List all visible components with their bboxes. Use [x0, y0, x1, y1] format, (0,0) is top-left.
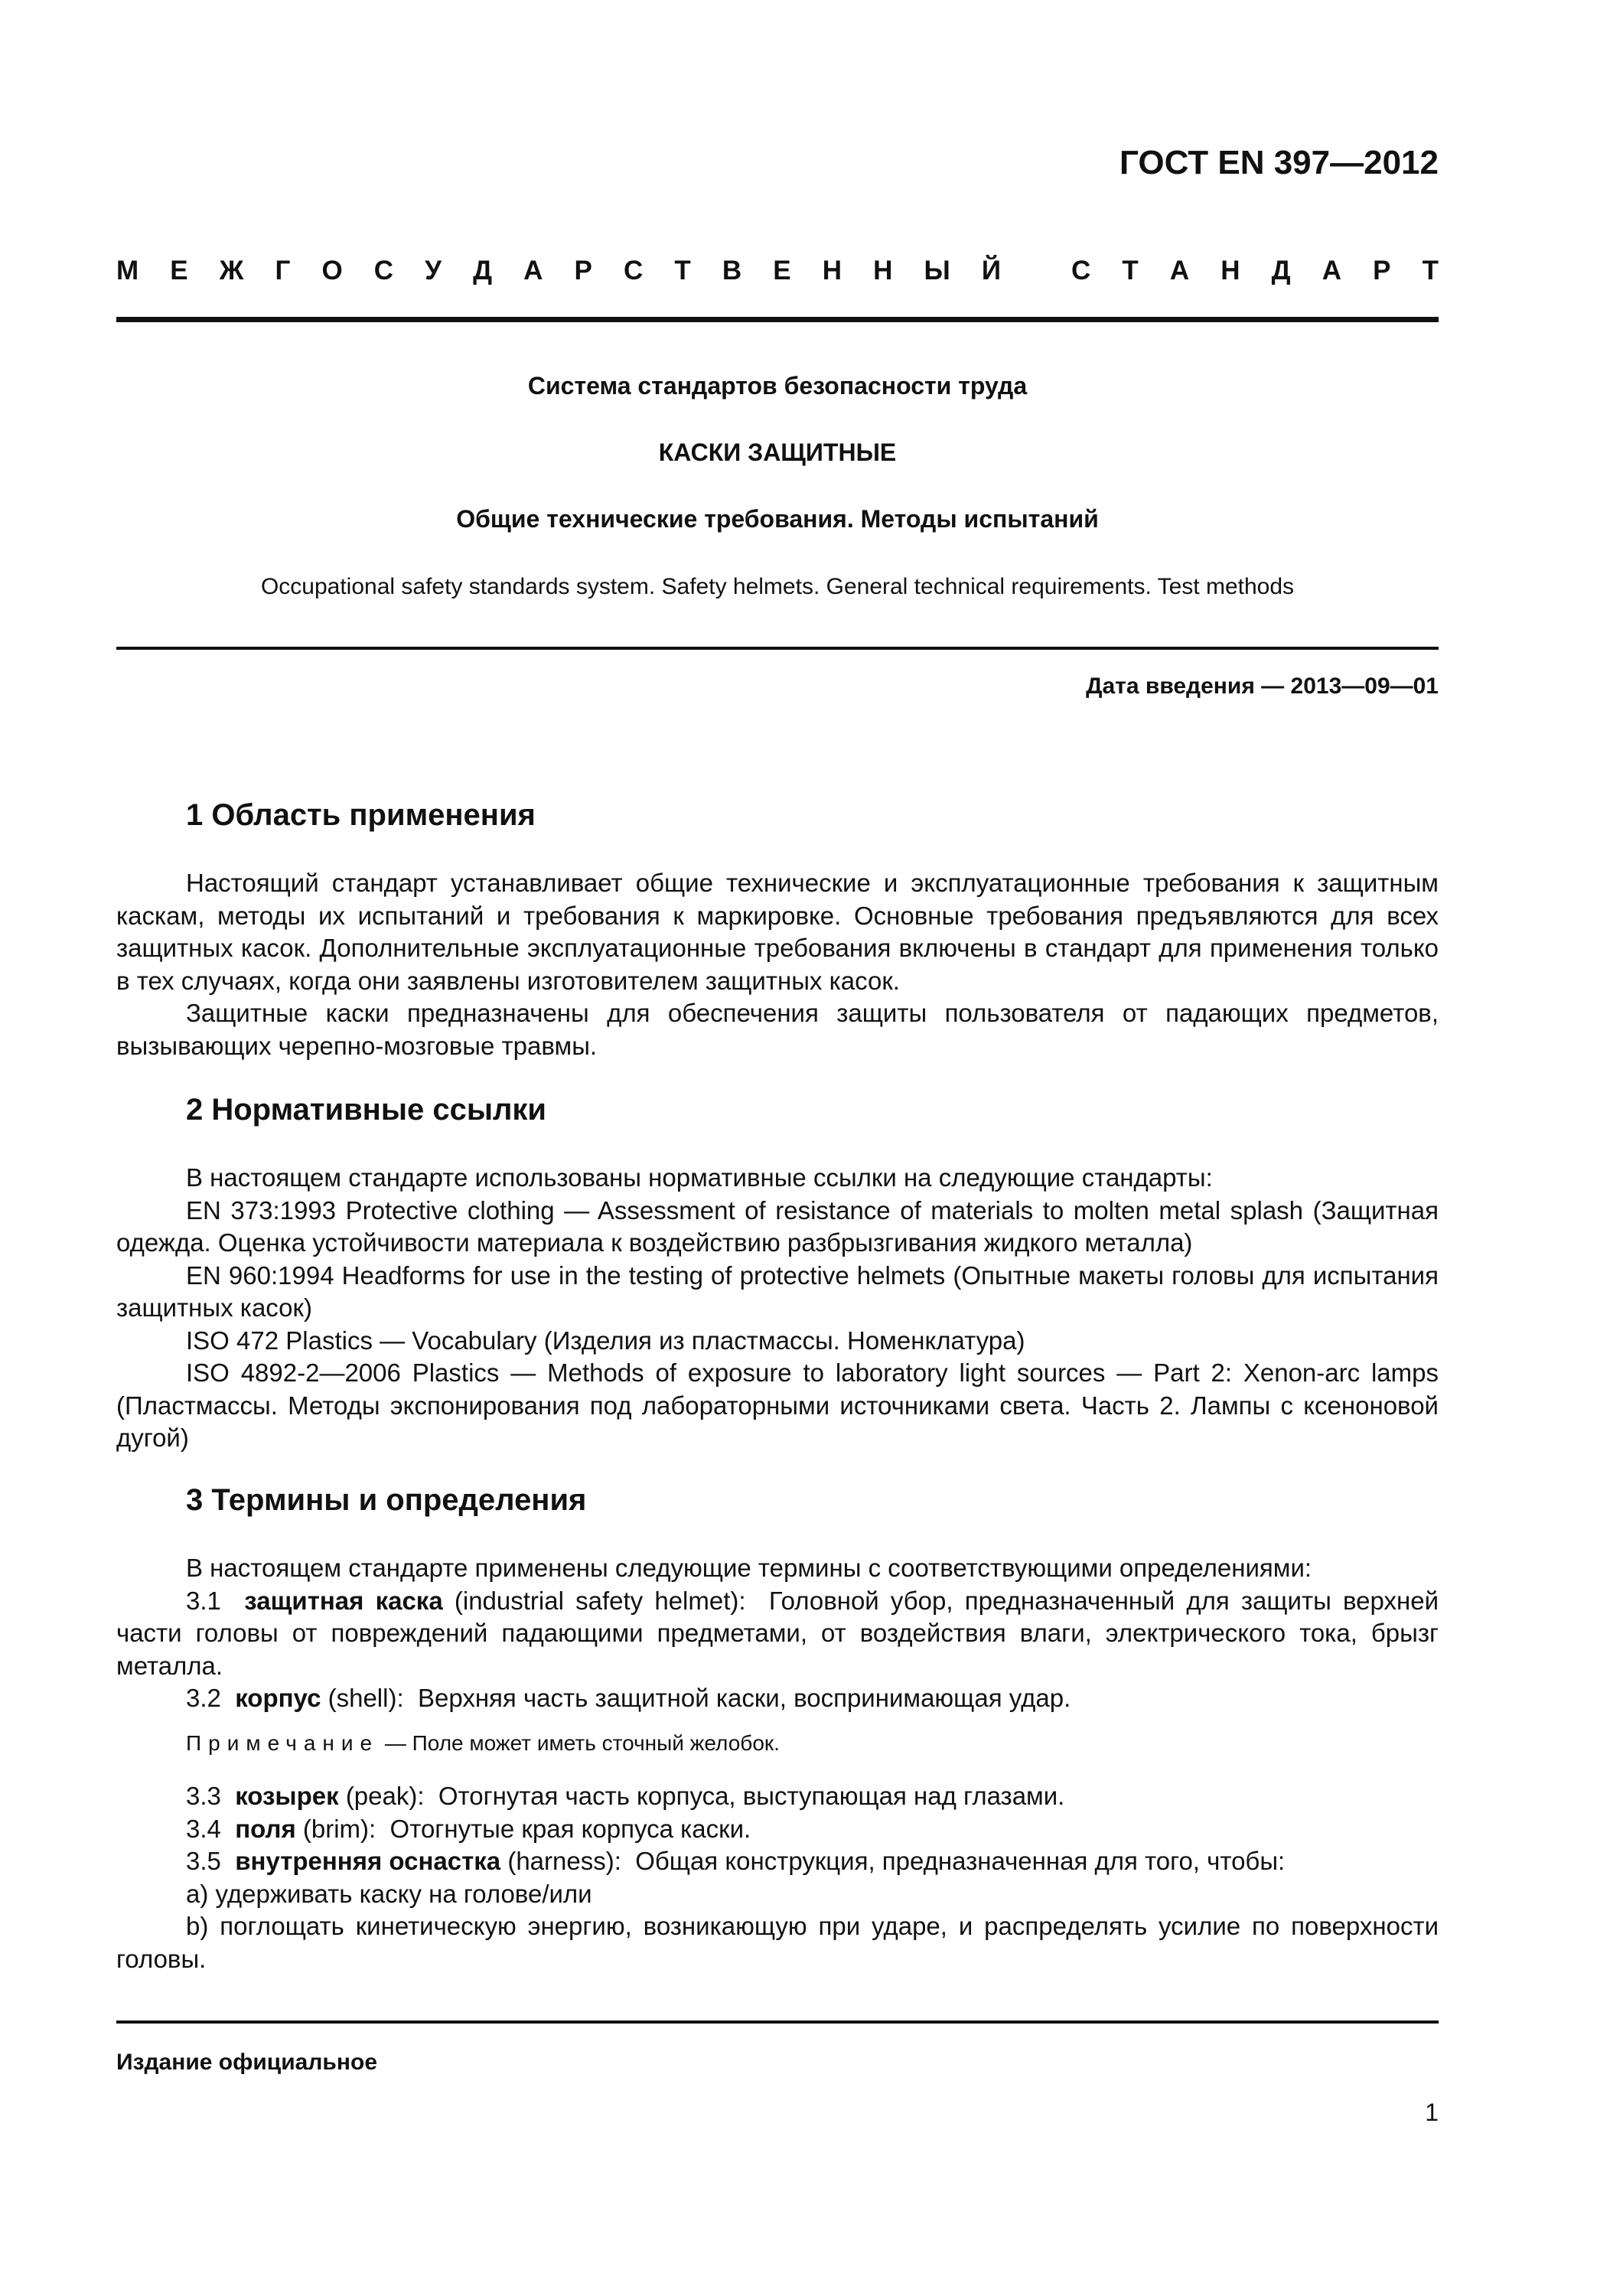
- term-text: Общая конструкция, предназначенная для того, чтобы:: [635, 1847, 1286, 1875]
- term-name: поля: [235, 1814, 296, 1843]
- term-name: козырек: [235, 1782, 339, 1810]
- term-english: (harness):: [507, 1847, 621, 1875]
- term-name: корпус: [235, 1684, 321, 1712]
- banner-letter: В: [722, 256, 742, 285]
- term-definition: [116, 1813, 1439, 1846]
- section-terms-body: [116, 1552, 1439, 1715]
- footer-divider: [116, 2020, 1439, 2024]
- system-title: Система стандартов безопасности труда: [527, 372, 1028, 400]
- banner-letter: Н: [1221, 256, 1240, 285]
- official-edition-label: Издание официальное: [116, 2050, 378, 2075]
- english-title: Occupational safety standards system. Safety helmets. General technical requirements. Test methods: [260, 574, 1295, 599]
- term-definition: [116, 1845, 1439, 1878]
- banner-letter: Т: [674, 256, 691, 285]
- banner-letter: А: [1322, 256, 1341, 285]
- list-item: a) удерживать каску на голове/или: [186, 1879, 592, 1908]
- term-number: 3.2: [186, 1684, 221, 1712]
- note: [186, 1731, 780, 1756]
- banner-letter: Р: [574, 256, 592, 285]
- list-item: b) поглощать кинетическую энергию, возникающую при ударе, и распределять усилие по поверхности головы.: [116, 1912, 1439, 1973]
- banner-letter: Р: [1373, 256, 1391, 285]
- banner-letter: Е: [773, 256, 791, 285]
- term-definition: [116, 1585, 1439, 1683]
- banner-letter: Й: [981, 256, 1002, 285]
- banner-letter: С: [1071, 256, 1091, 285]
- paragraph: Настоящий стандарт устанавливает общие технические и эксплуатационные требования к защитным каскам, методы их испытаний и требования к маркировке. Основные требования предъявляются для всех защитных касок. Дополнительные эксплуатационные требования включены в стандарт для применения только в тех случаях, когда они заявлены изготовителем защитных касок.: [116, 869, 1439, 995]
- document-subtitle: Общие технические требования. Методы испытаний: [456, 505, 1099, 533]
- banner-letter: Д: [1271, 256, 1291, 285]
- term-english: (brim):: [302, 1814, 376, 1843]
- header-divider: [116, 317, 1439, 322]
- standard-type-banner: [116, 256, 1439, 286]
- banner-letter: А: [1169, 256, 1190, 285]
- banner-letter: С: [373, 256, 394, 285]
- paragraph: В настоящем стандарте использованы нормативные ссылки на следующие стандарты:: [186, 1163, 1213, 1192]
- banner-letter: Т: [1422, 256, 1439, 285]
- term-number: 3.1: [186, 1586, 221, 1615]
- banner-letter: Ы: [924, 256, 950, 285]
- term-text: Отогнутая часть корпуса, выступающая над глазами.: [438, 1782, 1065, 1810]
- paragraph: Защитные каски предназначены для обеспечения защиты пользователя от падающих предметов, вызывающих черепно-мозговые травмы.: [116, 999, 1439, 1060]
- effective-date: Дата введения — 2013—09—01: [1086, 673, 1439, 699]
- paragraph: В настоящем стандарте применены следующие термины с соответствующими определениями:: [186, 1554, 1312, 1582]
- banner-letter: А: [523, 256, 543, 285]
- note-label: Примечание: [186, 1731, 380, 1755]
- term-name: внутренняя оснастка: [235, 1847, 501, 1875]
- reference-item: ISO 4892-2—2006 Plastics — Methods of exposure to laboratory light sources — Part 2: Xenon-arc lamps (Пластмассы. Методы экспонирования под лабораторными источниками света. Часть 2. Лампы с ксеноновой дугой): [116, 1358, 1439, 1452]
- term-number: 3.5: [186, 1847, 221, 1875]
- document-title: КАСКИ ЗАЩИТНЫЕ: [658, 439, 897, 466]
- term-definition: [116, 1780, 1439, 1813]
- banner-letter: С: [623, 256, 644, 285]
- term-text: Отогнутые края корпуса каски.: [389, 1814, 751, 1843]
- document-code: ГОСТ EN 397—2012: [1119, 144, 1439, 181]
- banner-letter: Т: [1122, 256, 1139, 285]
- term-text: Верхняя часть защитной каски, воспринимающая удар.: [417, 1684, 1071, 1712]
- term-number: 3.3: [186, 1782, 221, 1810]
- banner-letter: Н: [822, 256, 842, 285]
- title-divider: [116, 647, 1439, 650]
- section-scope-body: [116, 867, 1439, 1062]
- banner-letter: М: [116, 256, 139, 285]
- section-heading-terms: 3 Термины и определения: [186, 1483, 587, 1517]
- banner-letter: Д: [473, 256, 492, 285]
- section-references-body: [116, 1162, 1439, 1455]
- term-english: (industrial safety helmet):: [454, 1586, 746, 1615]
- term-text: Головной убор, предназначенный для защиты верхней части головы от повреждений падающими предметами, от воздействия влаги, электрического тока, брызг металла.: [116, 1586, 1439, 1680]
- term-name: защитная каска: [244, 1586, 443, 1615]
- banner-letter: Н: [873, 256, 893, 285]
- section-heading-scope: 1 Область применения: [186, 798, 536, 832]
- section-heading-normative-references: 2 Нормативные ссылки: [186, 1093, 547, 1127]
- term-english: (peak):: [345, 1782, 425, 1810]
- section-terms-body-continued: [116, 1780, 1439, 1975]
- term-number: 3.4: [186, 1814, 221, 1843]
- banner-letter: О: [321, 256, 343, 285]
- note-text: — Поле может иметь сточный желобок.: [384, 1731, 780, 1755]
- banner-letter: Ж: [219, 256, 244, 285]
- banner-gap: [1032, 256, 1040, 286]
- banner-letter: Е: [170, 256, 188, 285]
- reference-item: EN 960:1994 Headforms for use in the testing of protective helmets (Опытные макеты головы для испытания защитных касок): [116, 1261, 1439, 1322]
- banner-letter: Г: [275, 256, 291, 285]
- banner-letter: У: [425, 256, 442, 285]
- reference-item: ISO 472 Plastics — Vocabulary (Изделия из пластмассы. Номенклатура): [186, 1326, 1025, 1355]
- page-number: 1: [1425, 2099, 1439, 2126]
- reference-item: EN 373:1993 Protective clothing — Assessment of resistance of materials to molten metal splash (Защитная одежда. Оценка устойчивости материала к воздействию разбрызгивания жидкого металла): [116, 1195, 1439, 1257]
- term-definition: [116, 1682, 1439, 1715]
- term-english: (shell):: [328, 1684, 404, 1712]
